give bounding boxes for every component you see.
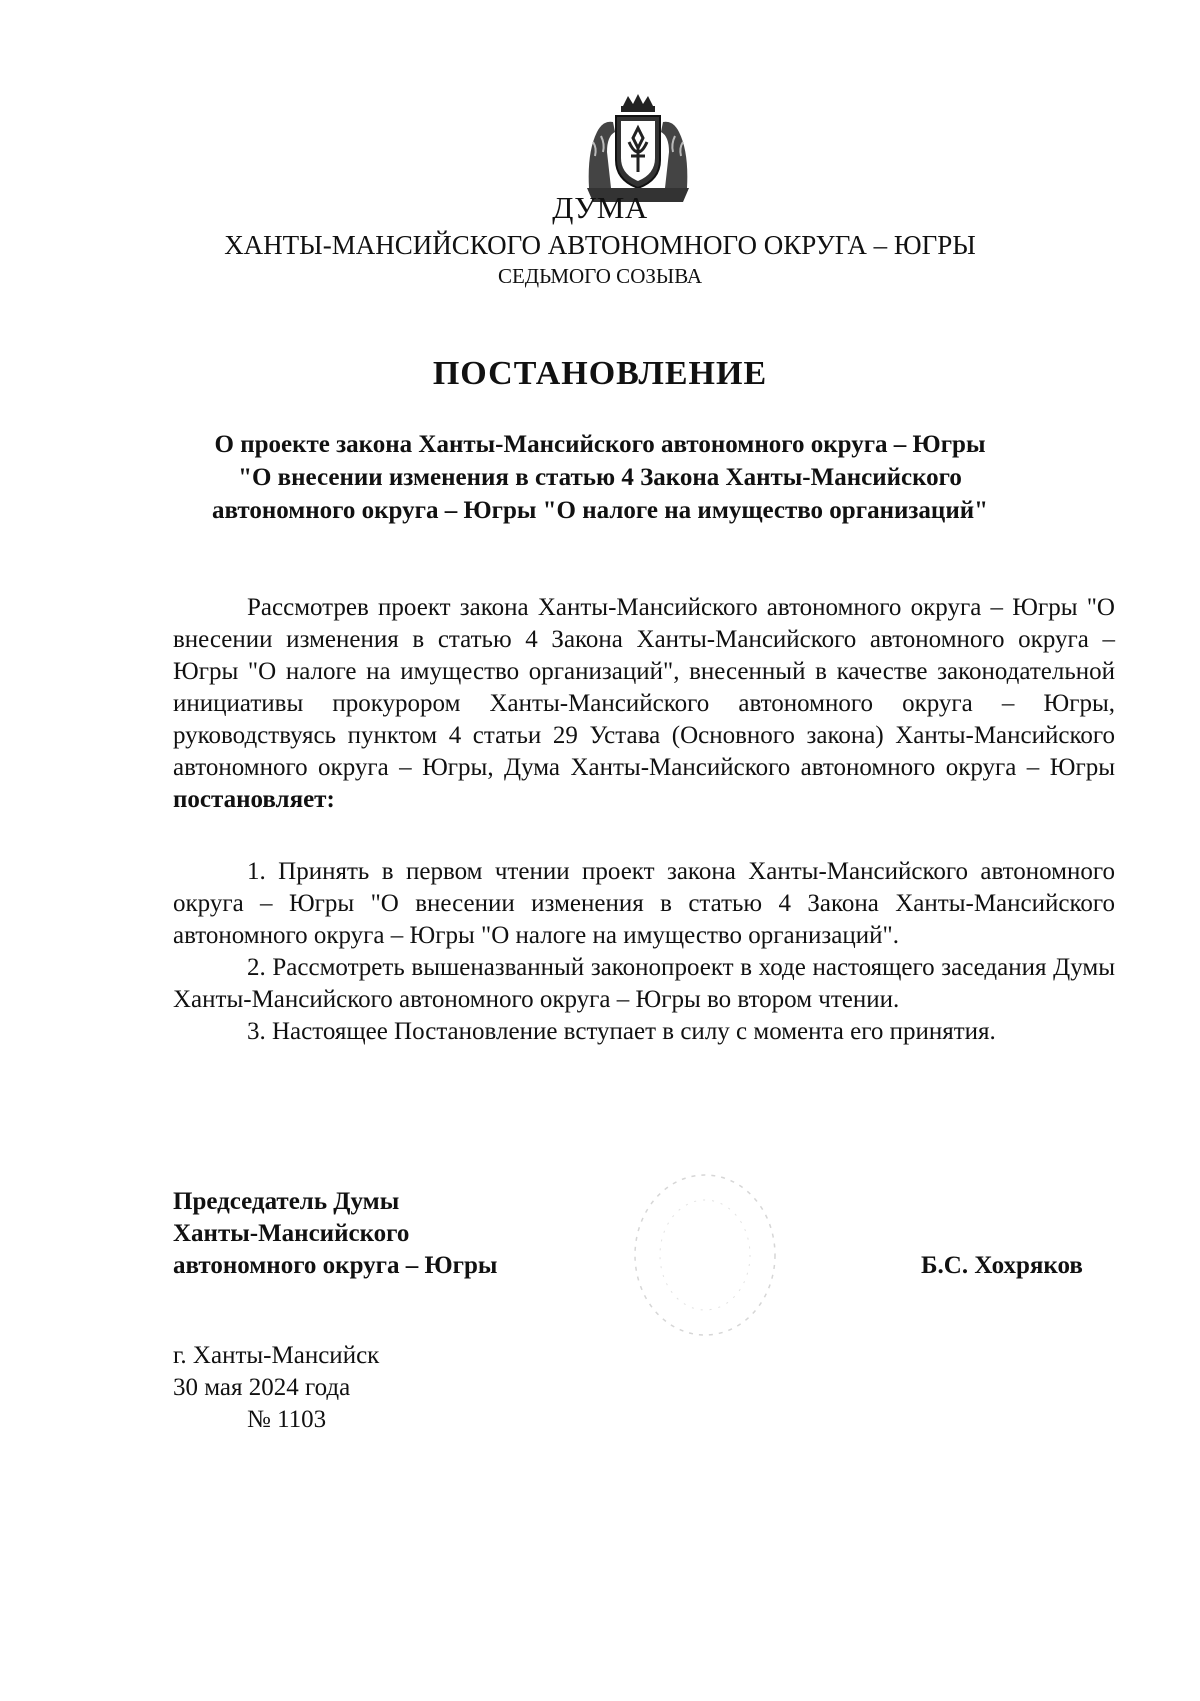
subject-line: О проекте закона Ханты-Мансийского автономного округа – Югры	[214, 431, 986, 458]
signature-title	[173, 1186, 497, 1282]
intro-paragraph	[173, 592, 1115, 816]
resolution-item-1: 1. Принять в первом чтении проект закона Ханты-Мансийского автономного округа – Югры "О внесении изменения в статью 4 Закона Ханты-Мансийского автономного округа – Югры "О налоге на имущество организаций".	[173, 858, 1115, 949]
org-convocation: СЕДЬМОГО СОЗЫВА	[497, 264, 703, 288]
date: 30 мая 2024 года	[173, 1374, 351, 1401]
org-region: ХАНТЫ-МАНСИЙСКОГО АВТОНОМНОГО ОКРУГА – ЮГРЫ	[224, 230, 976, 260]
document-footer	[173, 1340, 379, 1436]
document-subject	[150, 428, 1050, 527]
document-type-title: ПОСТАНОВЛЕНИЕ	[432, 355, 768, 392]
document-number: № 1103	[247, 1406, 327, 1433]
city: г. Ханты-Мансийск	[173, 1342, 380, 1369]
signature-title-line: Председатель Думы	[173, 1188, 400, 1215]
signature-title-line: автономного округа – Югры	[173, 1252, 498, 1279]
signature-title-line: Ханты-Мансийского	[173, 1220, 410, 1247]
subject-line: автономного округа – Югры "О налоге на имущество организаций"	[211, 497, 989, 524]
org-name: ДУМА	[552, 190, 648, 225]
resolution-items	[173, 856, 1115, 1048]
signatory-name: Б.С. Хохряков	[921, 1252, 1083, 1279]
decree-word: постановляет:	[173, 786, 335, 813]
subject-line: "О внесении изменения в статью 4 Закона Ханты-Мансийского	[238, 464, 962, 491]
intro-text: Рассмотрев проект закона Ханты-Мансийского автономного округа – Югры "О внесении изменения в статью 4 Закона Ханты-Мансийского автономного округа – Югры "О налоге на имущество организаций", внесенный в качестве законодательной инициативы прокурором Ханты-Мансийского автономного округа – Югры, руководствуясь пунктом 4 статьи 29 Устава (Основного закона) Ханты-Мансийского автономного округа – Югры, Дума Ханты-Мансийского автономного округа – Югры	[173, 594, 1115, 781]
resolution-item-3: 3. Настоящее Постановление вступает в силу с момента его принятия.	[247, 1018, 996, 1045]
faint-stamp-icon	[625, 1155, 785, 1355]
resolution-item-2: 2. Рассмотреть вышеназванный законопроект в ходе настоящего заседания Думы Ханты-Мансийского автономного округа – Югры во втором чтении.	[173, 954, 1115, 1013]
